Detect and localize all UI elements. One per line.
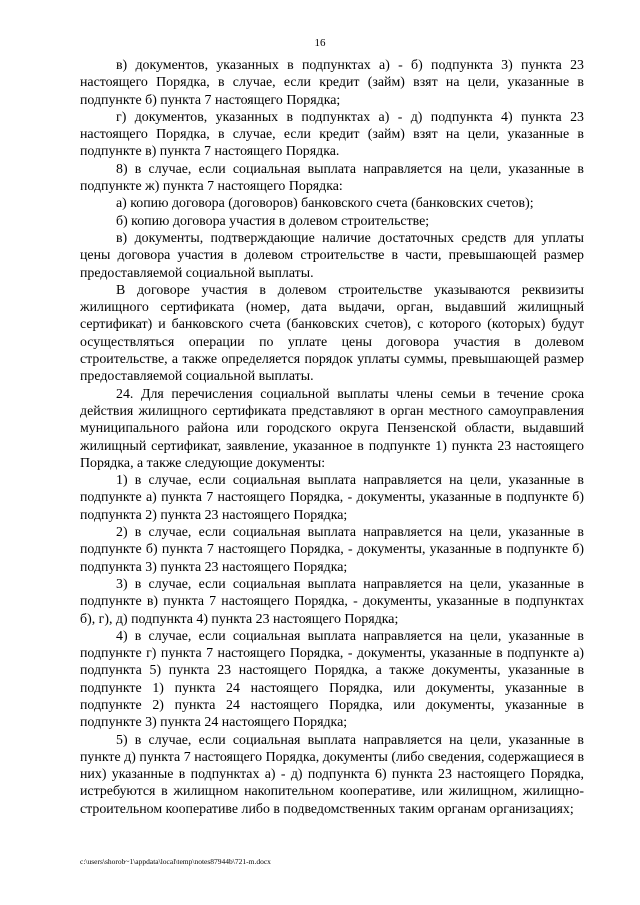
page-number: 16 xyxy=(314,37,326,49)
paragraph: 24. Для перечисления социальной выплаты члены семьи в течение срока действия жилищного сертификата представляют в орган местного самоуправления муниципального района или городского округа Пензенской области, выдавший жилищный сертификат, заявление, указанное в подпункте 1) пункта 23 настоящего Порядка, а также следующие документы: xyxy=(80,386,584,471)
paragraph: б) копию договора участия в долевом строительстве; xyxy=(116,213,430,229)
paragraph: 2) в случае, если социальная выплата направляется на цели, указанные в подпункте б) пункта 7 настоящего Порядка, - документы, указанные в подпункте б) подпункта 3) пункта 23 настоящего Порядка; xyxy=(80,525,584,575)
paragraph: 3) в случае, если социальная выплата направляется на цели, указанные в подпункте в) пункта 7 настоящего Порядка, - документы, указанные в подпунктах б), г), д) подпункта 4) пункта 23 настоящего Порядка; xyxy=(80,576,584,627)
paragraph: в) документов, указанных в подпунктах а) - б) подпункта 3) пункта 23 настоящего Порядка, в случае, если кредит (займ) взят на цели, указанные в подпункте б) пункта 7 настоящего Порядка; xyxy=(80,58,584,108)
paragraph: В договоре участия в долевом строительстве указываются реквизиты жилищного сертификата (номер, дата выдачи, орган, выдавший жилищный сертификат) и банковского счета (банковских счетов), с которого (которых) будут осуществляться операции по уплате цены договора участия в долевом строительстве, а также определяется порядок уплаты суммы, превышающей размер предоставляемой социальной выплаты. xyxy=(80,282,584,385)
paragraph: а) копию договора (договоров) банковского счета (банковских счетов); xyxy=(116,196,534,212)
paragraph: 8) в случае, если социальная выплата направляется на цели, указанные в подпункте ж) пункта 7 настоящего Порядка: xyxy=(80,161,584,195)
paragraph: 5) в случае, если социальная выплата направляется на цели, указанные в пункте д) пункта 7 настоящего Порядка, документы (либо сведения, содержащиеся в них) указанные в подпунктах а) - д) подпункта 6) пункта 23 настоящего Порядка, истребуются в жилищном накопительном кооперативе, или жилищном, жилищно-строительном кооперативе либо в подведомственных таким органам организациях; xyxy=(80,732,584,817)
paragraph: 4) в случае, если социальная выплата направляется на цели, указанные в подпункте г) пункта 7 настоящего Порядка, - документы, указанные в подпункте а) подпункта 5) пункта 23 настоящего Порядка, а также документы, указанные в подпункте 1) пункта 24 настоящего Порядка, или документы, указанные в подпункте 2) пункта 24 настоящего Порядка, или документы, указанные в подпункте 3) пункта 24 настоящего Порядка; xyxy=(80,628,584,731)
document-body xyxy=(80,57,584,818)
footer-file-path: c:\users\shorob~1\appdata\local\temp\notes87944b\721-m.docx xyxy=(80,857,271,866)
paragraph: 1) в случае, если социальная выплата направляется на цели, указанные в подпункте а) пункта 7 настоящего Порядка, - документы, указанные в подпункте б) подпункта 2) пункта 23 настоящего Порядка; xyxy=(80,473,584,523)
paragraph: г) документов, указанных в подпунктах а) - д) подпункта 4) пункта 23 настоящего Порядка, в случае, если кредит (займ) взят на цели, указанные в подпункте в) пункта 7 настоящего Порядка. xyxy=(80,109,584,160)
paragraph: в) документы, подтверждающие наличие достаточных средств для уплаты цены договора участия в долевом строительстве в части, превышающей размер предоставляемой социальной выплаты. xyxy=(80,230,584,281)
